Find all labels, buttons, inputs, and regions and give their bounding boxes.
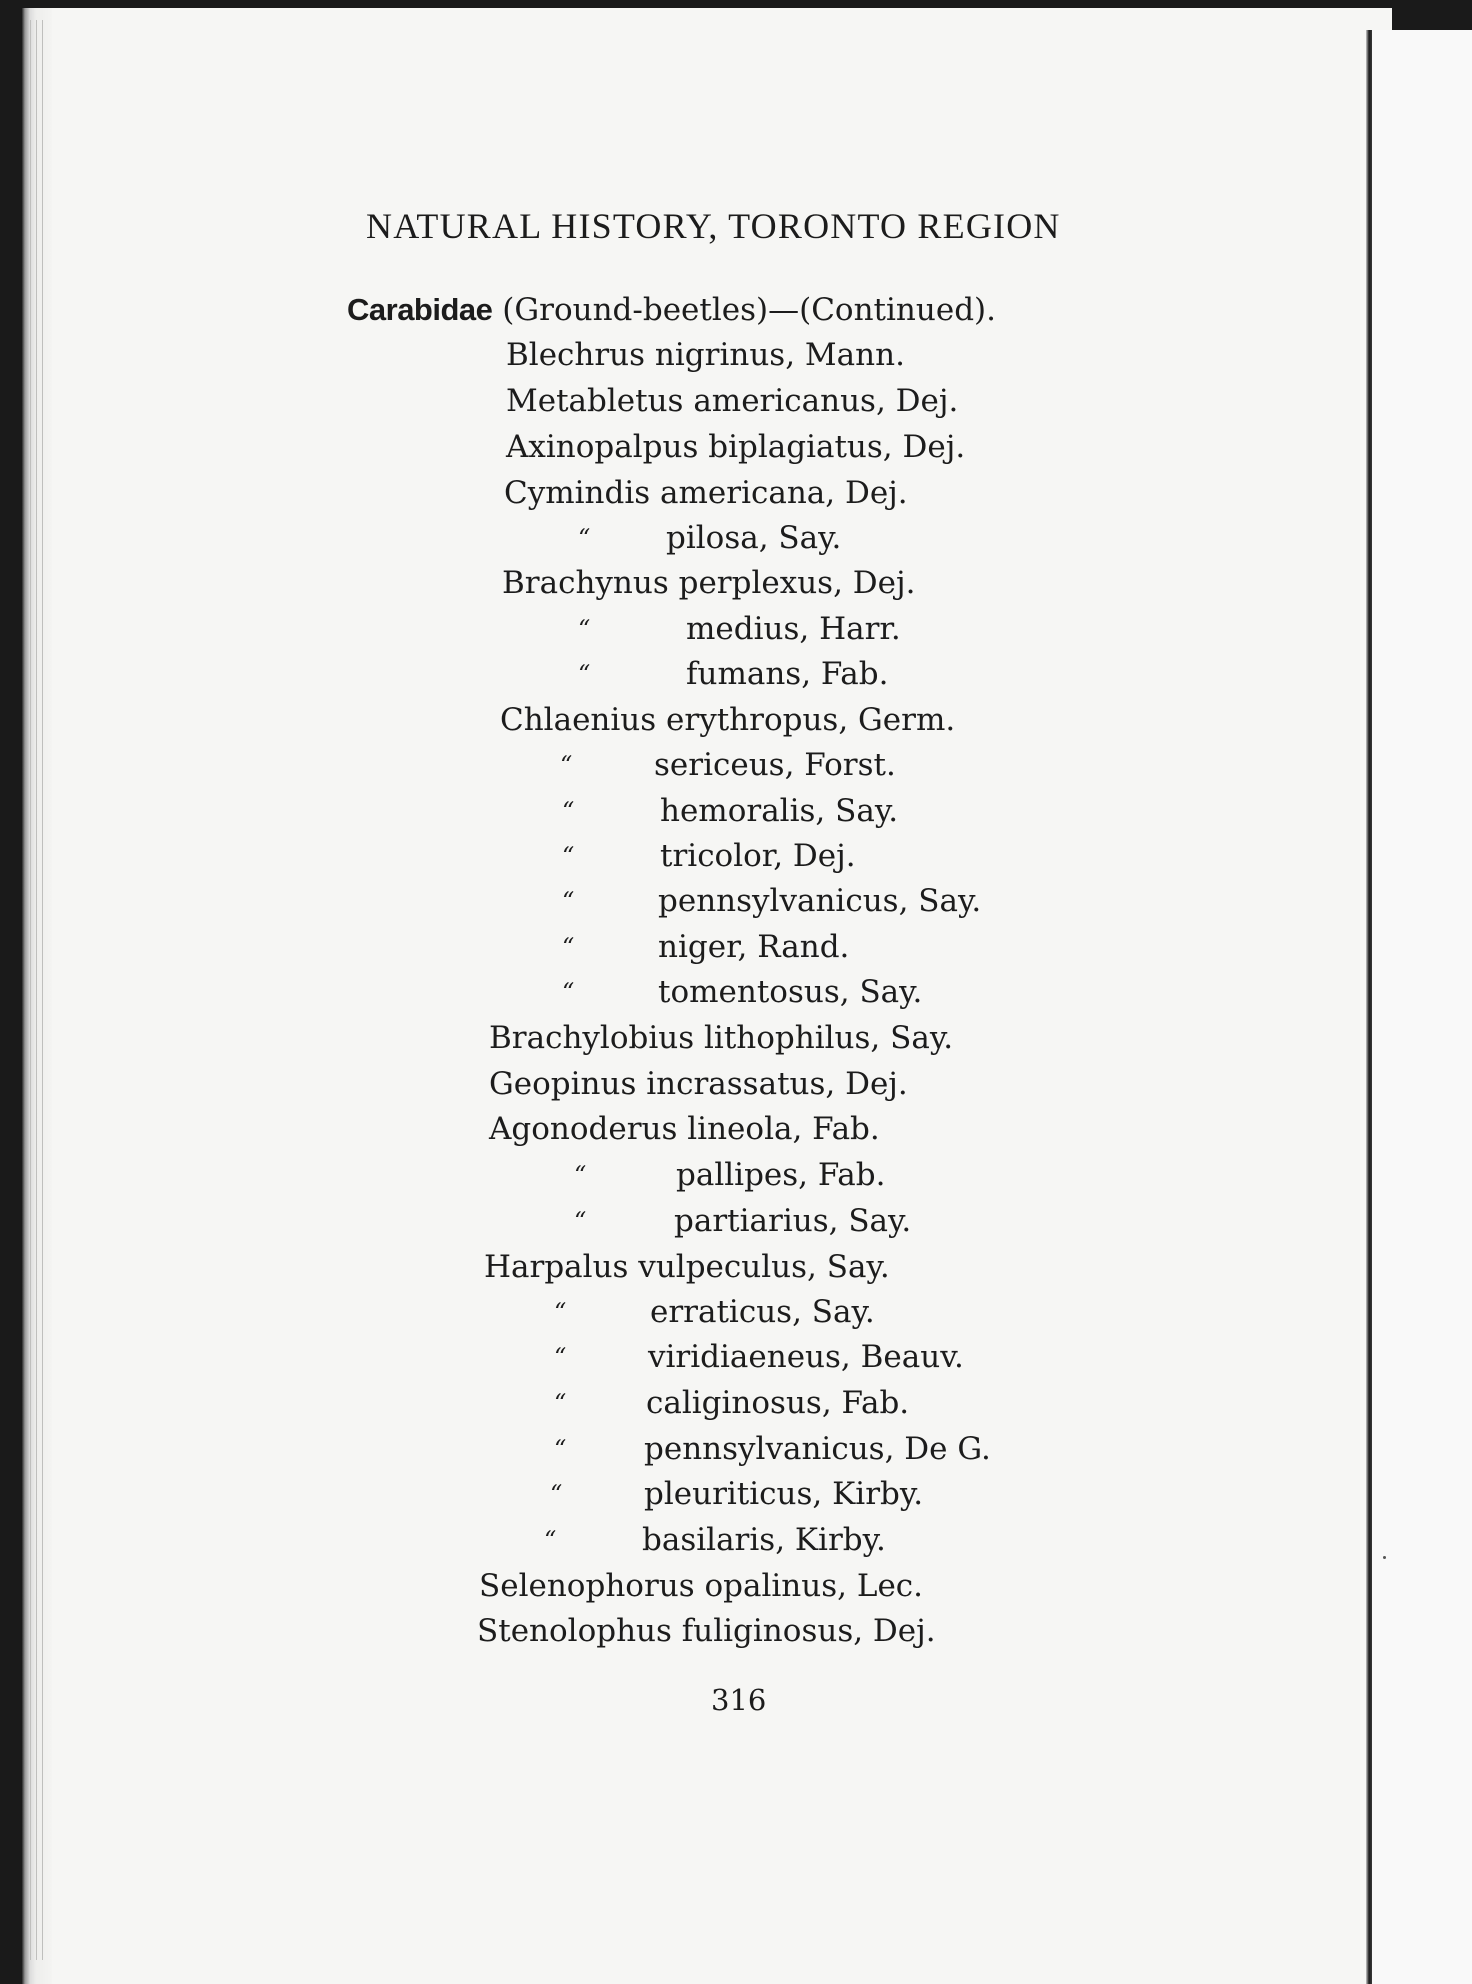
species-entry [477, 1611, 936, 1651]
species-entry [560, 745, 896, 789]
ditto-mark: “ [578, 660, 591, 688]
ditto-mark: “ [554, 1435, 567, 1463]
species-epithet: pennsylvanicus, De G. [644, 1431, 991, 1467]
ditto-mark: “ [562, 797, 575, 825]
species-name: Brachynus perplexus, Dej. [502, 565, 916, 601]
ditto-mark: “ [550, 1480, 563, 1508]
species-epithet: viridiaeneus, Beauv. [648, 1339, 964, 1375]
species-epithet: fumans, Fab. [686, 656, 889, 692]
ditto-mark: “ [574, 1161, 587, 1189]
species-entry [544, 1520, 886, 1564]
species-name: Harpalus vulpeculus, Say. [484, 1249, 890, 1285]
species-entry [578, 609, 901, 653]
species-epithet: pleuriticus, Kirby. [644, 1476, 924, 1512]
species-name: Geopinus incrassatus, Dej. [489, 1066, 908, 1102]
ditto-mark: “ [544, 1526, 557, 1554]
species-entry [578, 518, 842, 562]
family-note: (Ground-beetles)—(Continued). [502, 292, 996, 328]
species-name: Stenolophus fuliginosus, Dej. [477, 1613, 936, 1649]
species-entry [554, 1429, 991, 1473]
species-epithet: pilosa, Say. [666, 520, 842, 556]
species-epithet: erraticus, Say. [650, 1294, 875, 1330]
species-entry [562, 927, 850, 971]
species-epithet: hemoralis, Say. [660, 793, 899, 829]
species-entry [574, 1155, 886, 1199]
species-entry [562, 972, 923, 1016]
ditto-mark: “ [554, 1343, 567, 1371]
species-entry [562, 791, 899, 835]
ditto-mark: “ [562, 933, 575, 961]
species-entry [506, 427, 965, 467]
species-epithet: caliginosus, Fab. [646, 1385, 910, 1421]
species-epithet: pennsylvanicus, Say. [658, 883, 982, 919]
species-entry [484, 1247, 890, 1287]
species-name: Blechrus nigrinus, Mann. [506, 337, 905, 373]
species-epithet: partiarius, Say. [674, 1203, 912, 1239]
ditto-mark: “ [554, 1389, 567, 1417]
species-name: Selenophorus opalinus, Lec. [479, 1568, 924, 1604]
family-heading [347, 292, 996, 328]
species-entry [574, 1201, 912, 1245]
species-name: Cymindis americana, Dej. [504, 475, 908, 511]
species-entry [562, 881, 982, 925]
ditto-mark: “ [578, 615, 591, 643]
ditto-mark: “ [562, 978, 575, 1006]
species-entry [554, 1383, 910, 1427]
family-name: Carabidae [347, 292, 493, 327]
species-name: Chlaenius erythropus, Germ. [500, 702, 956, 738]
species-entry [500, 700, 955, 740]
species-epithet: basilaris, Kirby. [642, 1522, 886, 1558]
ditto-mark: “ [574, 1207, 587, 1235]
species-entry [554, 1292, 875, 1336]
species-entry [489, 1064, 908, 1104]
species-entry [562, 836, 856, 880]
ditto-mark: “ [562, 842, 575, 870]
species-entry [502, 563, 915, 603]
species-name: Brachylobius lithophilus, Say. [489, 1020, 954, 1056]
species-epithet: sericeus, Forst. [654, 747, 896, 783]
ditto-mark: “ [578, 524, 591, 552]
species-epithet: medius, Harr. [686, 611, 901, 647]
species-epithet: tomentosus, Say. [658, 974, 923, 1010]
species-entry [506, 335, 905, 375]
running-head: NATURAL HISTORY, TORONTO REGION [366, 206, 1061, 246]
species-entry [506, 381, 958, 421]
page-number: 316 [711, 1683, 767, 1717]
species-epithet: niger, Rand. [658, 929, 850, 965]
species-entry [554, 1337, 964, 1381]
species-entry [504, 473, 908, 513]
species-entry [479, 1566, 923, 1606]
species-entry [489, 1109, 880, 1149]
species-name: Metabletus americanus, Dej. [506, 383, 959, 419]
ditto-mark: “ [562, 887, 575, 915]
ditto-mark: “ [560, 751, 573, 779]
species-name: Agonoderus lineola, Fab. [489, 1111, 880, 1147]
species-entry [489, 1018, 953, 1058]
species-entry [578, 654, 889, 698]
species-entry [550, 1474, 924, 1518]
species-epithet: pallipes, Fab. [676, 1157, 886, 1193]
ditto-mark: “ [554, 1298, 567, 1326]
species-epithet: tricolor, Dej. [660, 838, 856, 874]
species-name: Axinopalpus biplagiatus, Dej. [506, 429, 966, 465]
